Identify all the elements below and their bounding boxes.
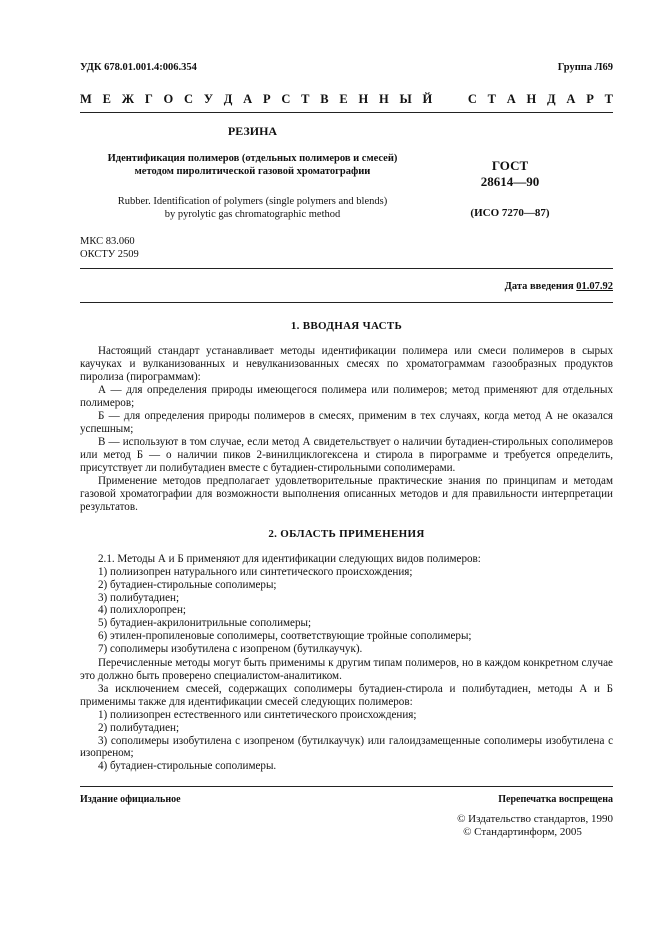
doc-subtitle-en <box>80 195 425 221</box>
banner-letter: Г <box>144 92 153 106</box>
title-rule <box>80 268 613 269</box>
list-item: 4) бутадиен-стирольные сополимеры. <box>98 760 277 773</box>
list-item: 6) этилен-пропиленовые сополимеры, соответствующие тройные сополимеры; <box>98 629 472 642</box>
banner-letter: Н <box>526 92 537 106</box>
banner-letter: Р <box>586 92 594 106</box>
banner-letter: С <box>467 92 477 106</box>
polymer-list <box>80 566 613 656</box>
list-item: 7) сополимеры изобутилена с изопреном (бутилкаучук). <box>98 642 363 655</box>
section-1-final: Применение методов предполагает удовлетворительные практические знания по принципам и методам газовой хроматографии для возможности выполнения описанных методов и для правильности интерпретации результатов. <box>80 475 613 513</box>
section-1-title: 1. ВВОДНАЯ ЧАСТЬ <box>290 320 403 332</box>
section-2-intro: 2.1. Методы А и Б применяют для идентификации следующих видов полимеров: <box>98 553 481 565</box>
date-rule <box>80 302 613 303</box>
reprint-prohibited: Перепечатка воспрещена <box>498 794 613 805</box>
banner-letter: В <box>320 92 329 106</box>
copyright-line-1: © Издательство стандартов, 1990 <box>457 813 613 825</box>
banner-gap <box>443 92 457 107</box>
banner-letter: А <box>506 92 516 106</box>
banner-letter: С <box>184 92 194 106</box>
udk-code: УДК 678.01.001.4:006.354 <box>80 62 197 73</box>
banner-letter: Т <box>301 92 310 106</box>
group-code: Группа Л69 <box>557 62 613 73</box>
banner-letter: М <box>80 92 92 106</box>
method-v-text: В — используют в том случае, если метод А свидетельствует о наличии бутадиен-стирольных сополимеров или метод Б — о наличии пиков 2-винилциклогексена и стирола в пирограмме и требуется определить, присутствует ли полибутадиен вместе с бутадиен-стирольными сополимерами. <box>80 436 613 474</box>
list-item: 4) полихлоропрен; <box>98 604 186 617</box>
banner-letter: Т <box>604 92 613 106</box>
mixture-list <box>80 709 613 773</box>
banner-letter: А <box>566 92 576 106</box>
banner-letter: Ы <box>399 92 412 106</box>
section-2-exception: За исключением смесей, содержащих сополимеры бутадиен-стирола и полибутадиен, методы А и Б применимы также для идентификации смесей следующих полимеров: <box>80 683 613 708</box>
official-edition: Издание официальное <box>80 794 181 805</box>
method-b-text: Б — для определения природы полимеров в смесях, применим в тех случаях, когда метод А не оказался успешным; <box>80 410 613 435</box>
banner-letter: Д <box>547 92 556 106</box>
subtitle-ru-line2: методом пиролитической газовой хроматографии <box>134 166 371 177</box>
banner-letter: Д <box>223 92 233 106</box>
subtitle-ru-line1: Идентификация полимеров (отдельных полимеров и смесей) <box>107 153 398 164</box>
banner-letter: У <box>203 92 214 106</box>
effective-date <box>505 281 613 292</box>
banner-letter: А <box>243 92 253 106</box>
list-item: 1) полиизопрен естественного или синтетического происхождения; <box>98 709 417 721</box>
section-2-other-types: Перечисленные методы могут быть применимы к другим типам полимеров, но в каждом конкретном случае это должно быть проверено специалистом-аналитиком. <box>80 657 613 682</box>
gost-label: ГОСТ <box>491 158 529 173</box>
classification-codes <box>80 235 139 261</box>
subtitle-en-line1: Rubber. Identification of polymers (single polymers and blends) <box>117 196 388 207</box>
list-item: 2) бутадиен-стирольные сополимеры; <box>98 578 277 591</box>
gost-designation <box>430 158 590 190</box>
list-item: 2) полибутадиен; <box>98 721 180 734</box>
section-2-title: 2. ОБЛАСТЬ ПРИМЕНЕНИЯ <box>268 528 425 540</box>
method-a-text: А — для определения природы имеющегося полимера или полимеров; метод применяют для отдельных полимеров; <box>80 384 613 409</box>
copyright-line-2: © Стандартинформ, 2005 <box>463 826 582 838</box>
banner-letter: Т <box>487 92 496 106</box>
banner-letter: О <box>163 92 174 106</box>
subtitle-en-line2: by pyrolytic gas chromatographic method <box>164 209 341 220</box>
mks-code: МКС 83.060 <box>80 236 135 247</box>
list-item: 5) бутадиен-акрилонитрильные сополимеры; <box>98 617 312 630</box>
date-value: 01.07.92 <box>576 281 613 292</box>
footer-rule <box>80 786 613 787</box>
banner-letter: Ж <box>121 92 135 106</box>
gost-number: 28614—90 <box>480 174 540 189</box>
doc-subtitle-ru <box>80 152 425 178</box>
okstu-code: ОКСТУ 2509 <box>80 249 139 260</box>
banner-letter: Е <box>102 92 111 106</box>
banner-letter: Н <box>379 92 389 106</box>
banner-letter: С <box>281 92 291 106</box>
doc-title: РЕЗИНА <box>227 124 278 138</box>
list-item: 3) сополимеры изобутилена с изопреном (бутилкаучук) или галоидзамещенные сополимеры изобутилена с изопреном; <box>80 734 613 760</box>
section-1-p1: Настоящий стандарт устанавливает методы идентификации полимера или смеси полимеров в сырых каучуках и вулканизованных и невулканизованных смесях по хроматограммам газообразных продуктов пиролиза (пирограммам): <box>80 345 613 383</box>
banner-letter: Р <box>262 92 271 106</box>
iso-reference: (ИСО 7270—87) <box>470 207 550 219</box>
banner-letter: Н <box>358 92 369 106</box>
header-rule <box>80 112 613 113</box>
list-item: 1) полиизопрен натурального или синтетического происхождения; <box>98 566 413 578</box>
standard-banner <box>80 92 613 107</box>
date-label: Дата введения <box>504 281 574 292</box>
banner-letter: Й <box>422 92 433 106</box>
banner-letter: Е <box>339 92 348 106</box>
copyright-block <box>457 813 613 839</box>
list-item: 3) полибутадиен; <box>98 591 180 604</box>
